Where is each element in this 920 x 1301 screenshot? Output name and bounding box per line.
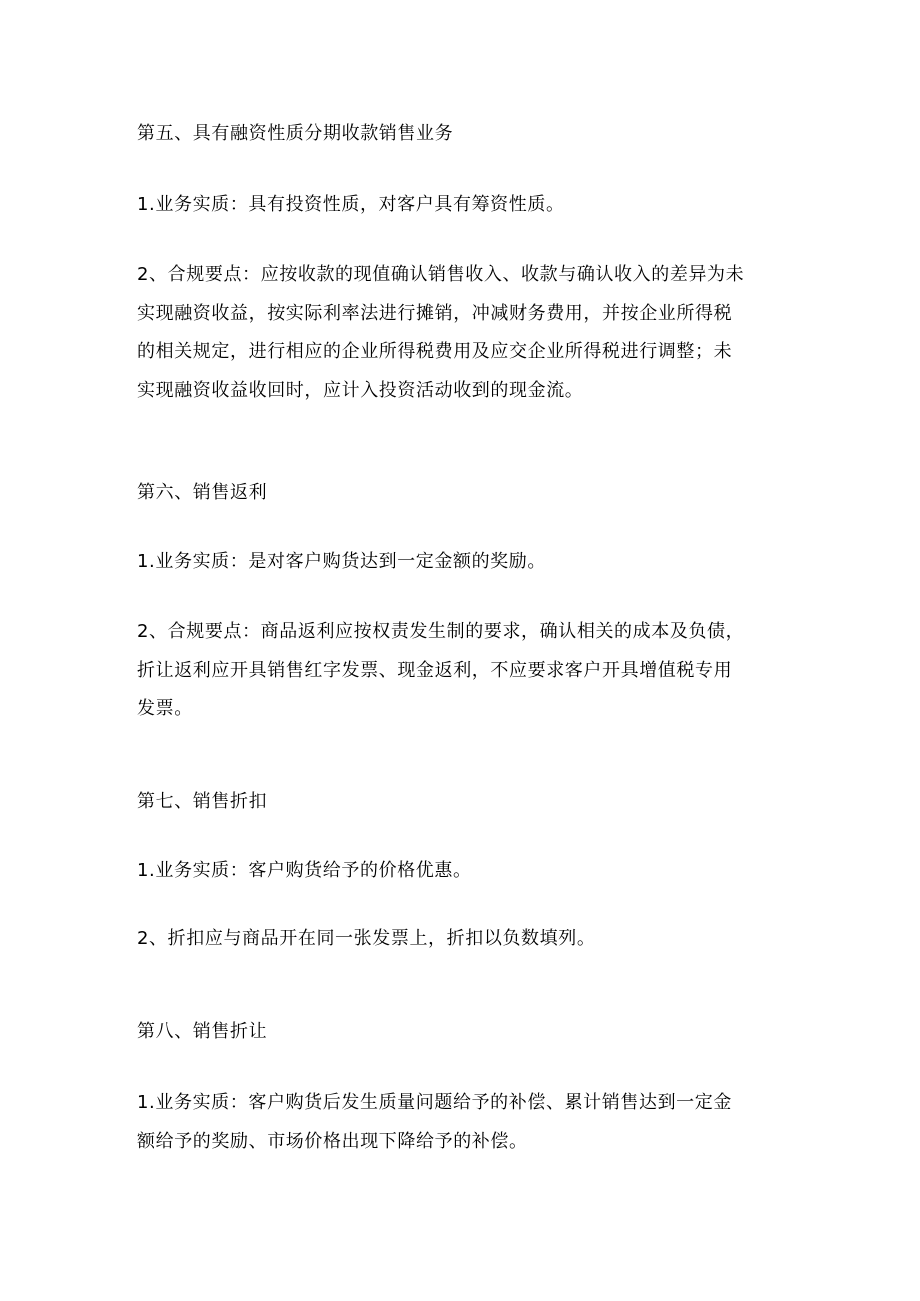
heading-text: 第五、具有融资性质分期收款销售业务	[137, 123, 454, 144]
paragraph-line: 2、合规要点：商品返利应按权责发生制的要求，确认相关的成本及负债，	[137, 621, 745, 642]
paragraph-line: 1.业务实质：具有投资性质，对客户具有筹资性质。	[137, 194, 565, 215]
heading-text: 第六、销售返利	[137, 482, 268, 503]
section-6-heading	[137, 474, 797, 513]
paragraph-line: 1.业务实质：客户购货给予的价格优惠。	[137, 860, 472, 881]
section-8-heading	[137, 1013, 797, 1052]
section-6-item-1	[137, 543, 797, 582]
paragraph-line: 折让返利应开具销售红字发票、现金返利，不应要求客户开具增值税专用	[137, 659, 733, 681]
paragraph-line: 实现融资收益收回时，应计入投资活动收到的现金流。	[137, 379, 584, 401]
section-7-heading	[137, 783, 797, 822]
paragraph-line: 2、折扣应与商品开在同一张发票上，折扣以负数填列。	[137, 928, 596, 949]
section-5-heading	[137, 115, 797, 154]
heading-text: 第八、销售折让	[137, 1021, 268, 1042]
paragraph-line: 额给予的奖励、市场价格出现下降给予的补偿。	[137, 1130, 528, 1152]
section-5-item-2	[137, 256, 797, 410]
section-7-item-1	[137, 852, 797, 891]
paragraph-line: 1.业务实质：是对客户购货达到一定金额的奖励。	[137, 551, 546, 572]
section-5-item-1	[137, 186, 797, 225]
paragraph-line: 实现融资收益，按实际利率法进行摊销，冲减财务费用，并按企业所得税	[137, 302, 733, 324]
paragraph-line: 2、合规要点：应按收款的现值确认销售收入、收款与确认收入的差异为未	[137, 264, 745, 285]
heading-text: 第七、销售折扣	[137, 791, 268, 812]
paragraph-line: 发票。	[137, 698, 193, 719]
section-6-item-2	[137, 613, 797, 729]
section-7-item-2	[137, 920, 797, 959]
section-8-item-1	[137, 1084, 797, 1161]
paragraph-line: 的相关规定，进行相应的企业所得税费用及应交企业所得税进行调整；未	[137, 341, 733, 362]
paragraph-line: 1.业务实质：客户购货后发生质量问题给予的补偿、累计销售达到一定金	[137, 1092, 732, 1113]
